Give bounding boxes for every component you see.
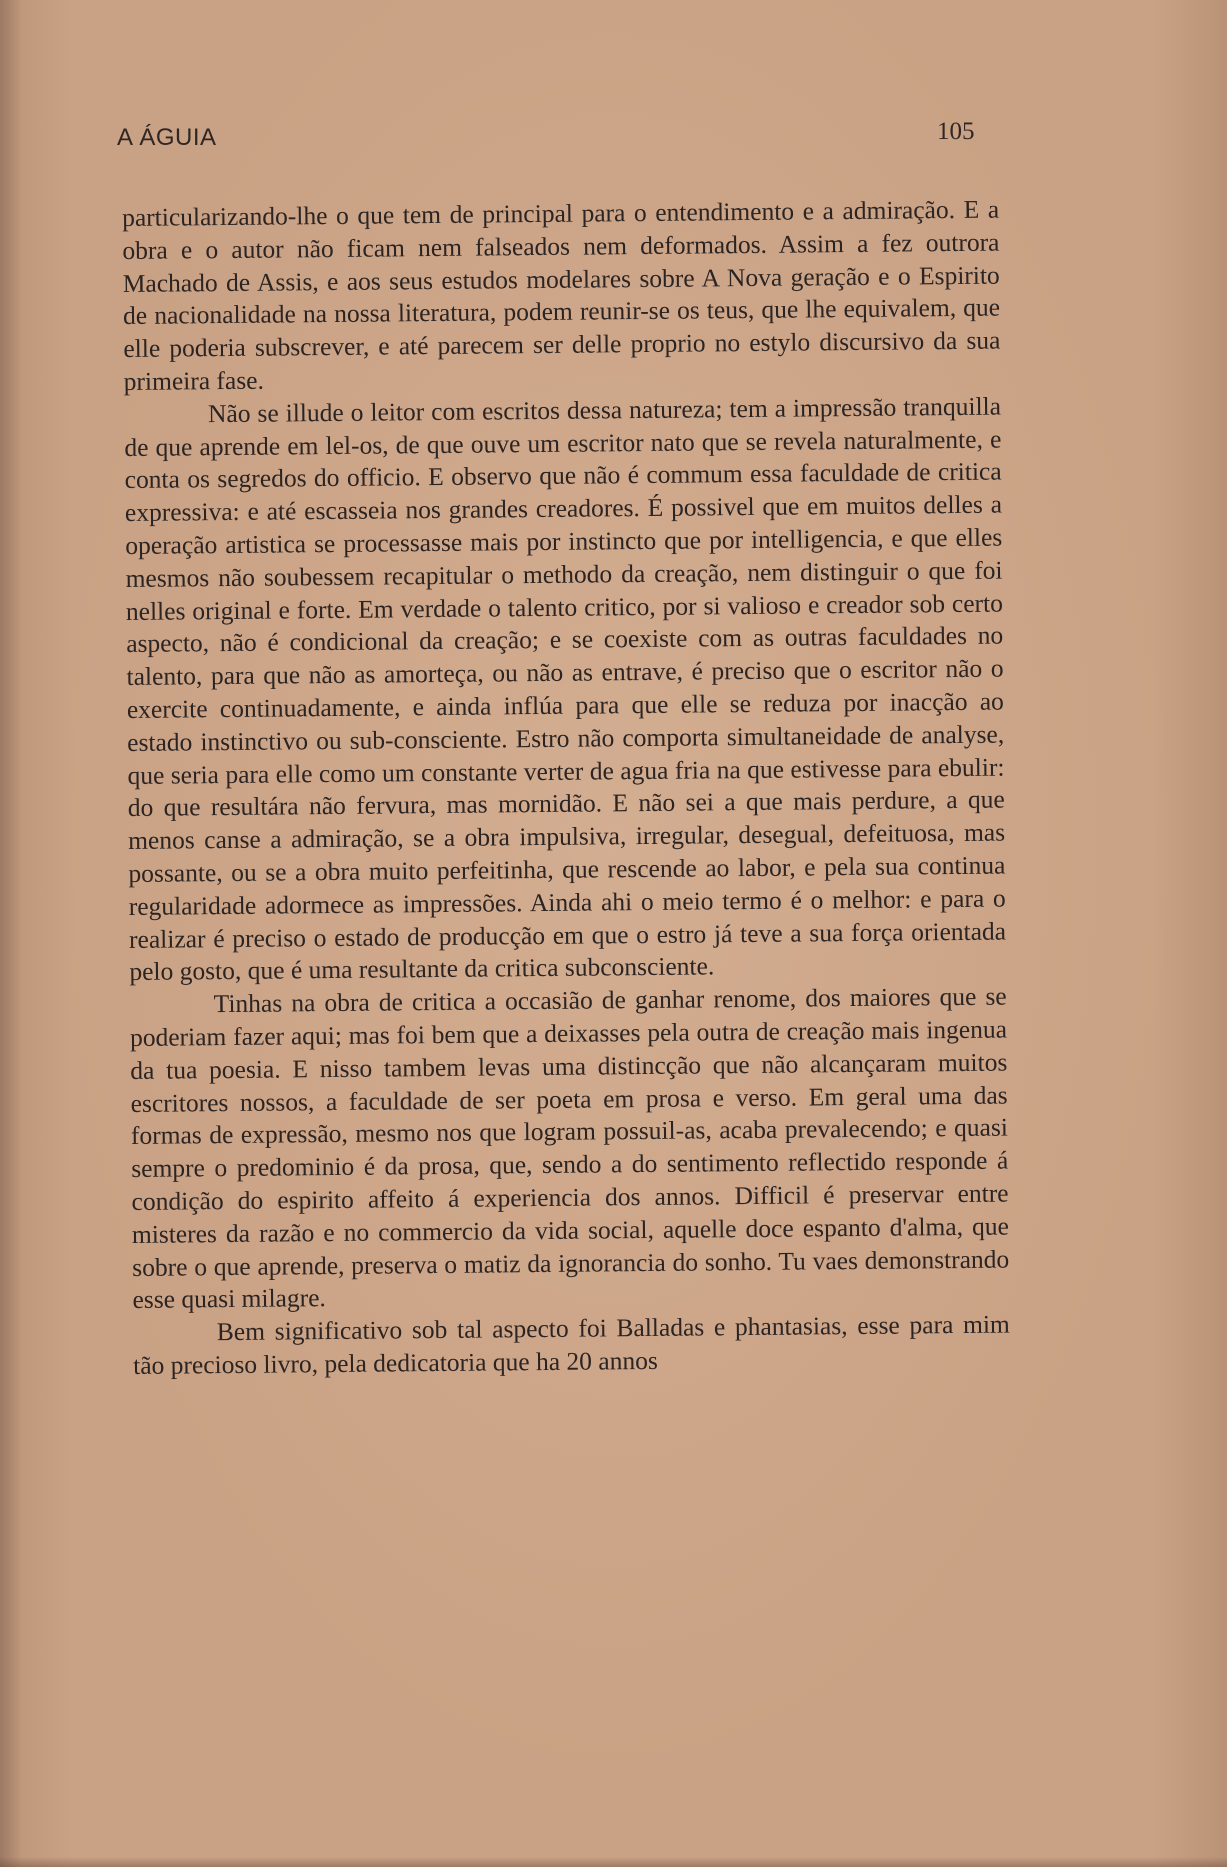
page-binding-shadow <box>0 0 22 1867</box>
page-bottom-edge <box>0 1857 1227 1867</box>
paragraph: Tinhas na obra de critica a occasião de ganhar renome, dos maiores que se poderiam fazer aqui; mas foi bem que a deixasses pela outra de creação mais ingenua da tua poesia. E nisso tambem levas uma distincção que não alcançaram muitos escritores nossos, a faculdade de ser poeta em prosa e verso. Em geral uma das formas de expressão, mesmo nos que logram possuil-as, acaba prevalecendo; e quasi sempre o predominio é da prosa, que, sendo a do sentimento reflectido responde á condição do espirito affeito á experiencia dos annos. Difficil é preservar entre misteres da razão e no commercio da vida social, aquelle doce espanto d'alma, que sobre o que aprende, preserva o matiz da ignorancia do sonho. Tu vaes demonstrando esse quasi milagre. <box>129 981 1010 1315</box>
paragraph: particularizando-lhe o que tem de principal para o entendimento e a admiração. E a obra e o autor não ficam nem falseados nem deformados. Assim a fez outrora Machado de Assis, e aos seus estudos modelares sobre A Nova geração e o Espirito de nacionalidade na nossa literatura, podem reunir-se os teus, que lhe equivalem, que elle poderia subscrever, e até parecem ser delle proprio no estylo discursivo da sua primeira fase. <box>122 194 1001 396</box>
paragraph: Não se illude o leitor com escritos dessa natureza; tem a impressão tranquilla de que aprende em lel-os, de que ouve um escritor nato que se revela naturalmente, e conta os segredos do officio. E observo que não é commum essa faculdade de critica expressiva: e até escasseia nos grandes creadores. É possivel que em muitos delles a operação artistica se processasse mais por instincto que por intelligencia, e que elles mesmos não soubessem recapitular o methodo da creação, nem distinguir o que foi nelles original e forte. Em verdade o talento critico, por si valioso e creador sob certo aspecto, não é condicional da creação; e se coexiste com as outras faculdades no talento, para que não as amorteça, ou não as entrave, é preciso que o escritor não o exercite continuadamente, e ainda inflúa para que elle se reduza por inacção ao estado instinctivo ou sub-consciente. Estro não comporta simultaneidade de analyse, que seria para elle como um constante verter de agua fria na que estivesse para ebulir: do que resultára não fervura, mas mornidão. E não sei a que mais perdure, a que menos canse a admiração, se a obra impulsiva, irregular, desegual, defeituosa, mas possante, ou se a obra muito perfeitinha, que rescende ao labor, e pela sua continua regularidade adormece as impressões. Ainda ahi o meio termo é o melhor: e para o realizar é preciso o estado de producção em que o estro já teve a sua força orientada pelo gosto, que é uma resultante da critica subconsciente. <box>124 391 1007 987</box>
page-number: 105 <box>937 118 975 145</box>
running-title: A ÁGUIA <box>117 124 217 151</box>
paragraph: Bem significativo sob tal aspecto foi Balladas e phantasias, esse para mim tão precioso livro, pela dedicatoria que ha 20 annos <box>133 1309 1010 1380</box>
body-text <box>122 194 1010 1383</box>
